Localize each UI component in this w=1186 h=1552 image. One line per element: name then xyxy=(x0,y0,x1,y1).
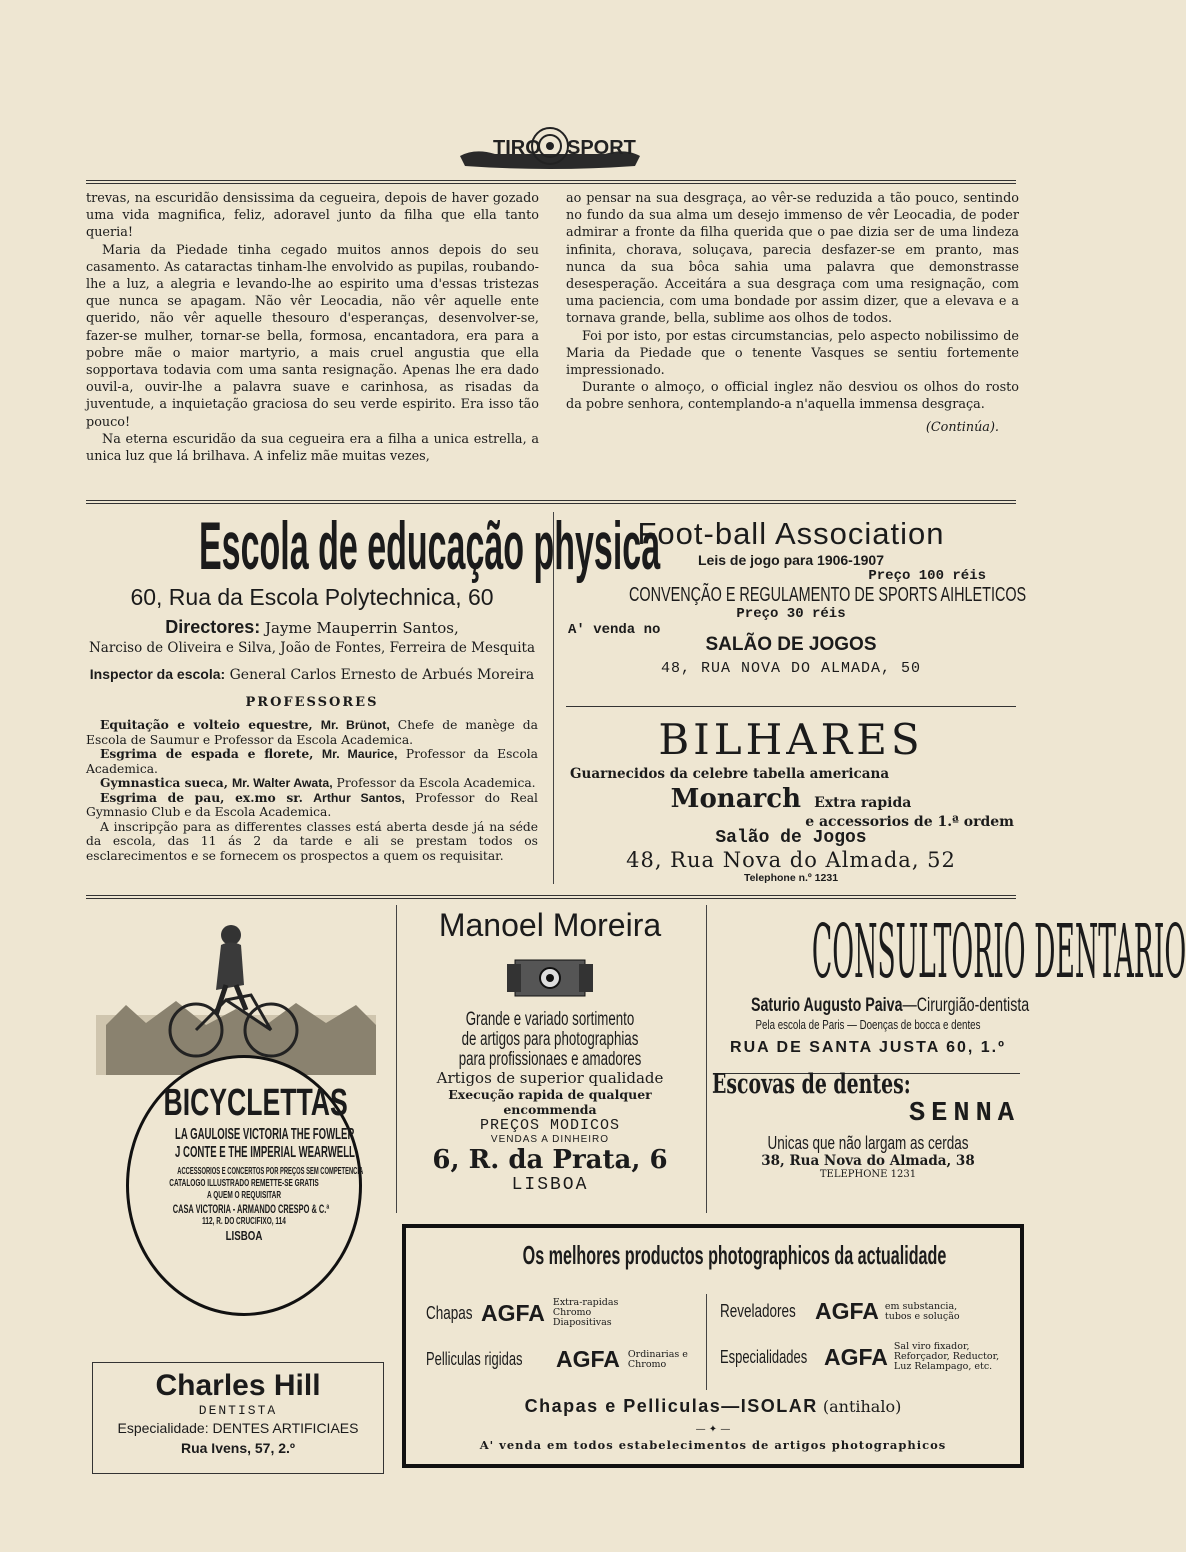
bilhares-line2: e accessorios de 1.ª ordem xyxy=(805,814,1014,830)
article-paragraph: ao pensar na sua desgraça, ao vêr-se reduzida a tão pouco, sentindo no fundo da sua alma um desejo immenso de vêr Leocadia, de poder admirar a fronte da filha querida que o pae dizia ser de uma lindeza infinita, chorava, soluçava, parecia desfazer-se em pranto, mas nunca da sua bôca sahia uma palavra que demonstrasse desesperação. Acceitára a sua desgraça com uma resignação, com uma paciencia, com uma bondade por assim dizer, que a elevava e a tornava grande, bella, sublime aos olhos de todos. xyxy=(566,191,1019,327)
football-leis: Leis de jogo para 1906-1907 xyxy=(698,552,884,568)
masthead-right: SPORT xyxy=(567,137,636,159)
football-address: 48, RUA NOVA DO ALMADA, 50 xyxy=(660,660,922,677)
agfa-title: Os melhores productos photographicos da actualidade xyxy=(522,1240,947,1270)
bicycle-line5: 112, R. DO CRUCIFIXO, 114 xyxy=(202,1216,286,1227)
moreira-l3: para profissionaes e amadores xyxy=(458,1049,642,1070)
agfa-row: Pelliculas rigidas AGFA Ordinarias e Chromo xyxy=(426,1346,688,1372)
charles-specialty: Especialidade: DENTES ARTIFICIAES xyxy=(117,1420,359,1436)
moreira-l4: Artigos de superior qualidade xyxy=(436,1069,664,1087)
football-ad xyxy=(566,512,1027,702)
article-paragraph: trevas, na escuridão densissima da cegueira, depois de haver gozado uma vida magnifica, feliz, adoravel junto da filha que ella tanto queria! xyxy=(86,191,539,241)
article-column-2 xyxy=(566,190,1019,436)
football-preco1: Preço 100 réis xyxy=(868,568,986,584)
bilhares-salao: Salão de Jogos xyxy=(715,828,867,848)
bilhares-address: 48, Rua Nova do Almada, 52 xyxy=(626,848,956,872)
agfa-antihalo: (antihalo) xyxy=(822,1397,902,1416)
dentario-escovas: Escovas de dentes: xyxy=(712,1069,911,1100)
dentario-addr2: 38, Rua Nova do Almada, 38 xyxy=(761,1153,975,1169)
directores-line2: Narciso de Oliveira e Silva, João de Fontes, Ferreira de Mesquita xyxy=(88,640,536,656)
section-rule-2 xyxy=(86,503,1016,504)
dentario-doctor: Saturio Augusto Paiva—Cirurgião-dentista xyxy=(751,995,1030,1016)
bilhares-telephone: Telephone n.º 1231 xyxy=(743,872,839,884)
masthead-rule-2 xyxy=(86,183,1016,184)
agfa-ornament: — ✦ — xyxy=(695,1424,731,1435)
agfa-divider xyxy=(706,1294,707,1390)
article-paragraph: Durante o almoço, o official inglez não desviou os olhos do rosto da pobre senhora, contemplando-a n'aquella immensa desgraça. xyxy=(566,380,1019,413)
agfa-brand: AGFA xyxy=(556,1346,620,1372)
moreira-l9: LISBOA xyxy=(511,1175,589,1195)
inspector-name: General Carlos Ernesto de Arbués Moreira xyxy=(229,667,535,683)
professor-entry: Equitação e volteio equestre, Mr. Brünot, Chefe de manège da Escola de Saumur e Professor da Escola Academica. xyxy=(86,717,538,747)
moreira-l5: Execução rapida de qualquer encommenda xyxy=(448,1087,652,1117)
continua-note: (Continúa). xyxy=(925,419,999,435)
professores-heading: PROFESSORES xyxy=(245,695,379,710)
column-divider xyxy=(396,905,397,1213)
article-paragraph: Maria da Piedade tinha cegado muitos annos depois do seu casamento. As cataractas tinham-lhe envolvido as pupilas, roubando-lhe a luz, a alegria e levando-lhe ao espirito uma d'essas tristezas que nunca se apagam. Não vêr Leocadia, não vêr aquelle ente querido, não vêr aquelle thesouro d'esperanças, desenvolver-se, fazer-se mulher, tornar-se bella, formosa, encantadora, era para a pobre mãe o maior martyrio, a mais cruel angustia que ella sopportava todavia com uma santa resignação. Apenas lhe era dado ouvil-a, ouvir-lhe a palavra suave e carinhosa, as risadas da juventude, a inquietação graciosa do seu verde espirito. Era isso tão pouco! xyxy=(86,242,539,430)
bicycle-line4: CASA VICTORIA - ARMANDO CRESPO & C.ª xyxy=(172,1202,330,1216)
professor-entry: Esgrima de pau, ex.mo sr. Arthur Santos, Professor do Real Gymnasio Club e da Escola Academica. xyxy=(86,789,538,819)
dentario-unicas: Unicas que não largam as cerdas xyxy=(767,1133,969,1153)
article-paragraph: Foi por isto, por estas circumstancias, pelo aspecto nobilissimo de Maria da Piedade que o tenente Vasques se sentiu fortemente impressionado. xyxy=(566,328,1019,379)
football-title: Foot-ball Association xyxy=(637,516,945,551)
bilhares-brand: Monarch xyxy=(670,784,801,814)
bicycle-brands1: LA GAULOISE VICTORIA THE FOWLER xyxy=(175,1126,355,1143)
column-divider xyxy=(553,512,554,884)
directores-line1: Jayme Mauperrin Santos, xyxy=(265,619,459,637)
agfa-row: Chapas AGFA Extra-rapidas Chromo Diapositivas xyxy=(426,1297,619,1328)
football-divider xyxy=(566,706,1016,707)
article-paragraph: Na eterna escuridão da sua cegueira era a filha a unica estrella, a unica luz que lá brilhava. A infeliz mãe muitas vezes, xyxy=(86,431,539,465)
football-convencao: CONVENÇÃO E REGULAMENTO DE SPORTS AIHLETICOS xyxy=(629,584,1027,606)
section-rule-3 xyxy=(86,895,1016,896)
bilhares-title: BILHARES xyxy=(658,715,924,764)
bicycle-oval xyxy=(126,1055,362,1316)
inspector-label: Inspector da escola: xyxy=(89,666,226,682)
charles-ad xyxy=(92,1362,384,1474)
football-salao: SALÃO DE JOGOS xyxy=(705,634,877,655)
charles-title: DENTISTA xyxy=(198,1403,278,1418)
bicycle-ad xyxy=(86,905,386,1320)
escola-title: Escola de educação physica xyxy=(199,508,661,584)
bicycle-brands2: J CONTE E THE IMPERIAL WEARWELL xyxy=(175,1144,355,1161)
professor-entry: Gymnastica sueca, Mr. Walter Awata, Professor da Escola Academica. xyxy=(100,775,536,790)
professor-entry: Esgrima de espada e florete, Mr. Maurice, Professor da Escola Academica. xyxy=(86,746,538,776)
masthead-rule xyxy=(86,180,1016,181)
agfa-brand: AGFA xyxy=(815,1298,879,1324)
dentario-title: CONSULTORIO DENTARIO xyxy=(811,909,1186,995)
agfa-brand: AGFA xyxy=(481,1299,545,1326)
moreira-ad xyxy=(400,905,700,1215)
agfa-row: Especialidades AGFA Sal viro fixador, Reforçador, Reductor, Luz Relampago, etc. xyxy=(720,1341,1000,1372)
agfa-brand: AGFA xyxy=(824,1343,888,1370)
bicycle-line1: ACCESSORIOS E CONCERTOS POR PREÇOS SEM COMPETENCIA xyxy=(177,1166,364,1177)
escola-note: A inscripção para as differentes classes está aberta desde já na séde da escola, das 11 ás 2 da tarde e ali se prestam todos os esclarecimentos e se fornecem os prospectos a quem os requisitar. xyxy=(86,819,538,863)
section-rule xyxy=(86,500,1016,501)
directores-label: Directores: xyxy=(165,617,261,637)
bicycle-title: BICYCLETTAS xyxy=(163,1082,348,1124)
dentario-telephone: TELEPHONE 1231 xyxy=(819,1169,917,1180)
article-column-1 xyxy=(86,190,539,465)
moreira-l8: 6, R. da Prata, 6 xyxy=(432,1145,668,1175)
moreira-title: Manoel Moreira xyxy=(438,907,662,943)
column-divider xyxy=(706,905,707,1213)
moreira-l7: VENDAS A DINHEIRO xyxy=(490,1134,610,1145)
bicycle-line2: CATALOGO ILLUSTRADO REMETTE-SE GRATIS xyxy=(169,1178,319,1189)
section-rule-4 xyxy=(86,898,1016,899)
dentario-address: RUA DE SANTA JUSTA 60, 1.º xyxy=(730,1039,1006,1056)
bilhares-line1: Guarnecidos da celebre tabella americana xyxy=(570,766,890,782)
charles-name: Charles Hill xyxy=(155,1369,321,1402)
charles-address: Rua Ivens, 57, 2.º xyxy=(180,1440,296,1456)
agfa-row: Reveladores AGFA em substancia, tubos e solução xyxy=(720,1298,960,1324)
masthead-logo xyxy=(455,126,645,174)
dentario-brand: SENNA xyxy=(908,1099,1020,1129)
agfa-ad xyxy=(402,1224,1024,1468)
dentario-school: Pela escola de Paris — Doenças de bocca e dentes xyxy=(755,1017,981,1032)
masthead-left: TIRO xyxy=(493,137,541,159)
agfa-venda: A' venda em todos estabelecimentos de artigos photographicos xyxy=(479,1438,947,1452)
bicycle-line3: A QUEM O REQUISITAR xyxy=(206,1190,282,1201)
dentario-ad xyxy=(712,905,1186,1215)
football-venda: A' venda no xyxy=(568,622,661,638)
moreira-l2: de artigos para photographias xyxy=(461,1029,639,1050)
camera-icon xyxy=(505,950,595,1005)
football-preco2: Preço 30 réis xyxy=(736,606,846,622)
moreira-l1: Grande e variado sortimento xyxy=(465,1009,635,1030)
escola-address: 60, Rua da Escola Polytechnica, 60 xyxy=(130,584,494,610)
bilhares-brand-tail: Extra rapida xyxy=(814,795,912,811)
bilhares-ad xyxy=(566,714,1016,884)
moreira-l6: PREÇOS MODICOS xyxy=(479,1117,621,1134)
bicycle-line6: LISBOA xyxy=(225,1228,263,1243)
agfa-isolar: Chapas e Pelliculas—ISOLAR xyxy=(524,1396,818,1416)
